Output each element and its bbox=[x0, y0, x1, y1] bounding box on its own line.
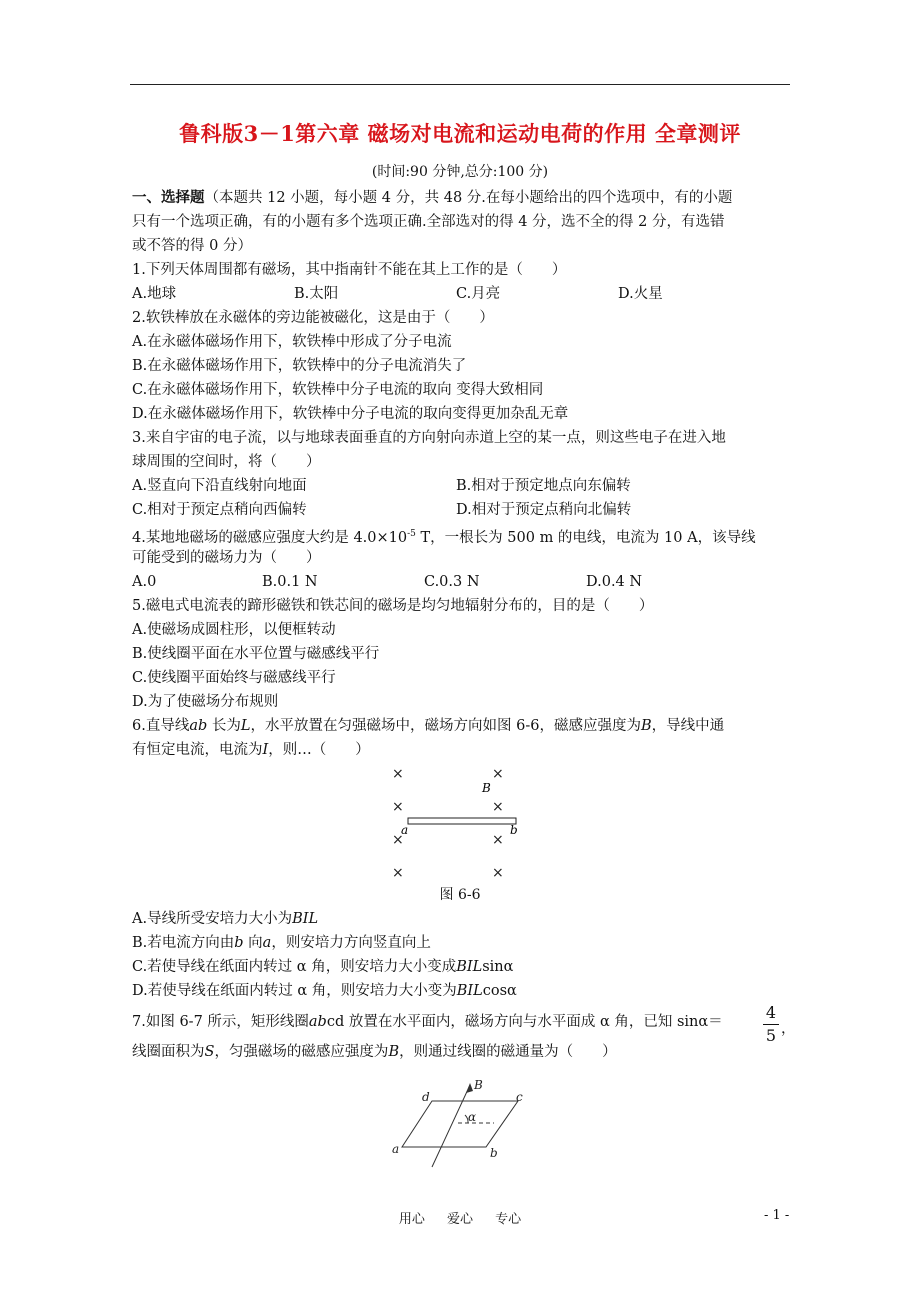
q6-option-a: A.导线所受安培力大小为BIL bbox=[132, 911, 319, 927]
q4-option-d: D.0.4 N bbox=[586, 574, 643, 590]
q5-option-d: D.为了使磁场分布规则 bbox=[132, 694, 279, 710]
q7-stem bbox=[132, 1004, 792, 1064]
q2-option-b: B.在永磁体磁场作用下，软铁棒中的分子电流消失了 bbox=[132, 358, 467, 374]
q4-options bbox=[132, 570, 792, 594]
q5-option-a: A.使磁场成圆柱形，以便框转动 bbox=[132, 622, 336, 638]
q6-option-b: B.若电流方向由b 向a，则安培力方向竖直向上 bbox=[132, 935, 431, 951]
page-number: - 1 - bbox=[764, 1208, 790, 1223]
q1-option-b: B.太阳 bbox=[294, 286, 339, 302]
q3-stem-line-1: 3.来自宇宙的电子流，以与地球表面垂直的方向射向赤道上空的某一点，则这些电子在进入地 bbox=[132, 430, 726, 446]
q6-option-d: D.若使导线在纸面内转过 α 角，则安培力大小变为BILcosα bbox=[132, 983, 517, 999]
q1-option-d: D.火星 bbox=[618, 286, 663, 302]
field-arrow-head bbox=[466, 1083, 473, 1093]
section-intro-line-3: 或不答的得 0 分） bbox=[132, 238, 252, 254]
q5-option-c: C.使线圈平面始终与磁感线平行 bbox=[132, 670, 336, 686]
field-cross: × bbox=[392, 832, 404, 848]
q4-stem-line-1: 4.某地地磁场的磁感应强度大约是 $4.0\times 10^{-5}$ T，一根长为 500 m 的电线，电流为 10 A，该导线 bbox=[132, 529, 756, 546]
q3-options-row-1 bbox=[132, 474, 792, 498]
q4-option-a: A.0 bbox=[132, 574, 157, 590]
fraction-numerator: 4 bbox=[765, 1003, 777, 1022]
q5-stem: 5.磁电式电流表的蹄形磁铁和铁芯间的磁场是均匀地辐射分布的，目的是（ ） bbox=[132, 598, 654, 614]
q1-option-a: A.地球 bbox=[132, 286, 177, 302]
q1-stem: 1.下列天体周围都有磁场，其中指南针不能在其上工作的是（ ） bbox=[132, 262, 567, 278]
field-label-b: B bbox=[482, 781, 491, 795]
field-cross: × bbox=[392, 865, 404, 881]
header-rule bbox=[130, 84, 790, 85]
q3-option-b: B.相对于预定地点向东偏转 bbox=[456, 478, 631, 494]
question-body bbox=[132, 186, 792, 762]
q6-stem-line-1: 6.直导线ab 长为L，水平放置在匀强磁场中，磁场方向如图 6-6，磁感应强度为B，导线中通 bbox=[132, 718, 725, 734]
corner-label-a: a bbox=[392, 1142, 400, 1156]
page-title: 鲁科版3－1第六章 磁场对电流和运动电荷的作用 全章测评 bbox=[179, 121, 741, 146]
q3-stem-line-2: 球周围的空间时，将（ ） bbox=[132, 454, 321, 470]
q4-option-b: B.0.1 N bbox=[262, 574, 318, 590]
field-cross: × bbox=[492, 766, 504, 782]
q6-stem-line-2: 有恒定电流，电流为I，则…（ ） bbox=[132, 742, 370, 758]
q3-option-d: D.相对于预定点稍向北偏转 bbox=[456, 502, 632, 518]
q1-options bbox=[132, 282, 792, 306]
q5-option-b: B.使线圈平面在水平位置与磁感线平行 bbox=[132, 646, 380, 662]
rectangular-coil bbox=[402, 1101, 518, 1147]
fraction-four-fifths bbox=[760, 1002, 782, 1047]
q6-option-c: C.若使导线在纸面内转过 α 角，则安培力大小变成BILsinα bbox=[132, 959, 514, 975]
coil-in-field-diagram bbox=[390, 1075, 540, 1175]
section-intro-line-1: 一、选择题（本题共 12 小题，每小题 4 分，共 48 分.在每小题给出的四个选项中，有的小题 bbox=[132, 189, 733, 206]
field-label-b: B bbox=[474, 1078, 483, 1092]
q2-stem: 2.软铁棒放在永磁体的旁边能被磁化，这是由于（ ） bbox=[132, 310, 494, 326]
q3-option-a: A.竖直向下沿直线射向地面 bbox=[132, 478, 307, 494]
field-cross: × bbox=[492, 799, 504, 815]
footer-motto: 用心 爱心 专心 bbox=[398, 1212, 522, 1227]
q4-option-c: C.0.3 N bbox=[424, 574, 480, 590]
q4-exponent: -5 bbox=[407, 529, 416, 539]
field-cross: × bbox=[392, 766, 404, 782]
q6-options bbox=[132, 907, 792, 1003]
wire-end-b: b bbox=[510, 823, 518, 837]
q2-option-d: D.在永磁体磁场作用下，软铁棒中分子电流的取向变得更加杂乱无章 bbox=[132, 406, 569, 422]
fraction-denominator: 5 bbox=[765, 1026, 777, 1045]
field-line bbox=[432, 1085, 470, 1167]
field-cross: × bbox=[392, 799, 404, 815]
q7-comma: ， bbox=[781, 1021, 796, 1037]
q2-option-a: A.在永磁体磁场作用下，软铁棒中形成了分子电流 bbox=[132, 334, 452, 350]
magnetic-field-diagram bbox=[392, 762, 532, 886]
q1-option-c: C.月亮 bbox=[456, 286, 501, 302]
field-cross: × bbox=[492, 865, 504, 881]
q2-option-c: C.在永磁体磁场作用下，软铁棒中分子电流的取向 变得大致相同 bbox=[132, 382, 544, 398]
corner-label-b: b bbox=[490, 1146, 498, 1160]
q7-stem-line-1: 7.如图 6-7 所示，矩形线圈abcd 放置在水平面内，磁场方向与水平面成 α 角，已知 sinα＝ bbox=[132, 1014, 723, 1030]
figure-6-6-caption: 图 6-6 bbox=[439, 887, 481, 903]
corner-label-c: c bbox=[516, 1090, 523, 1104]
corner-label-d: d bbox=[422, 1090, 430, 1104]
section-intro-line-2: 只有一个选项正确，有的小题有多个选项正确.全部选对的得 4 分，选不全的得 2 分，有选错 bbox=[132, 214, 725, 230]
q3-option-c: C.相对于预定点稍向西偏转 bbox=[132, 502, 307, 518]
exam-meta: (时间:90 分钟,总分:100 分) bbox=[371, 164, 549, 180]
q7-stem-line-2: 线圈面积为S，匀强磁场的磁感应强度为B，则通过线圈的磁通量为（ ） bbox=[132, 1044, 617, 1060]
q3-options-row-2 bbox=[132, 498, 792, 522]
wire-end-a: a bbox=[401, 823, 409, 837]
angle-label-alpha: α bbox=[468, 1110, 477, 1124]
wire-ab bbox=[408, 818, 516, 824]
figure-6-7 bbox=[390, 1075, 540, 1175]
section-heading: 一、选择题 bbox=[132, 189, 205, 206]
field-cross: × bbox=[492, 832, 504, 848]
q4-stem-line-2: 可能受到的磁场力为（ ） bbox=[132, 550, 321, 566]
